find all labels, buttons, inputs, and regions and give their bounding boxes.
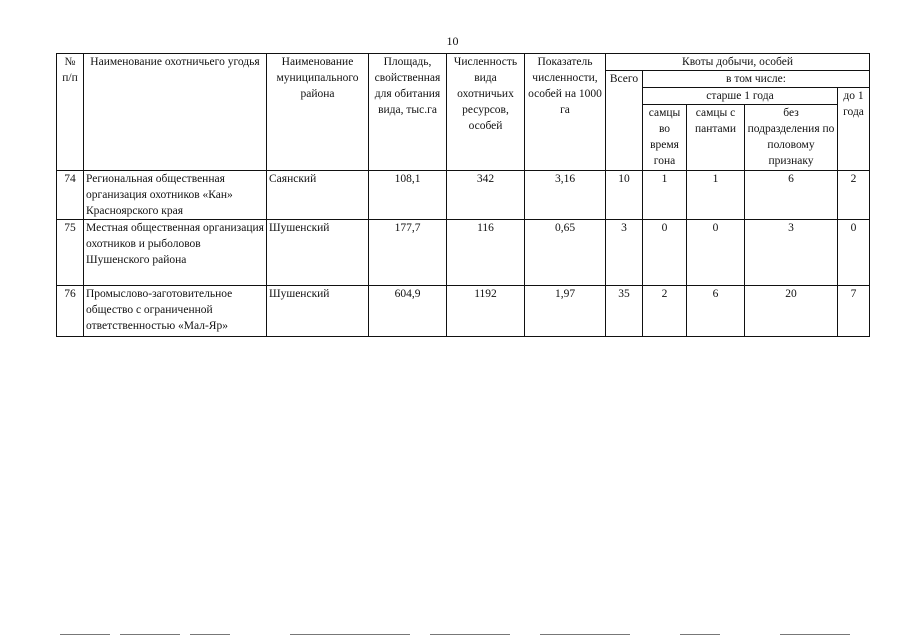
row-district: Шушенский (267, 220, 369, 286)
header-quotas: Квоты добычи, особей (606, 54, 870, 71)
quota-table (56, 53, 870, 337)
scan-line (120, 634, 180, 635)
row-under-1y: 2 (838, 171, 870, 220)
header-no-sex-division: без подразделения по половому признаку (745, 105, 838, 171)
header-population: Численность вида охотничьих ресурсов, особей (447, 54, 525, 171)
scan-line (430, 634, 510, 635)
row-males-rut: 0 (643, 220, 687, 286)
row-density: 0,65 (525, 220, 606, 286)
header-older-1y: старше 1 года (643, 88, 838, 105)
header-density: Показатель численности, особей на 1000 га (525, 54, 606, 171)
scan-line (60, 634, 110, 635)
row-num: 74 (57, 171, 84, 220)
row-population: 342 (447, 171, 525, 220)
row-population: 1192 (447, 286, 525, 337)
row-total: 35 (606, 286, 643, 337)
row-population: 116 (447, 220, 525, 286)
row-district: Шушенский (267, 286, 369, 337)
row-males-antlers: 6 (687, 286, 745, 337)
row-total: 3 (606, 220, 643, 286)
row-no-sex: 3 (745, 220, 838, 286)
header-num: № п/п (57, 54, 84, 171)
row-district: Саянский (267, 171, 369, 220)
header-row (57, 54, 870, 71)
row-name: Местная общественная организация охотников и рыболовов Шушенского района (84, 220, 267, 286)
header-under-1y: до 1 года (838, 88, 870, 171)
scan-line (680, 634, 720, 635)
table-row (57, 171, 870, 220)
row-name: Промыслово-заготовительное общество с ограниченной ответственностью «Мал-Яр» (84, 286, 267, 337)
row-density: 3,16 (525, 171, 606, 220)
row-males-antlers: 1 (687, 171, 745, 220)
row-under-1y: 7 (838, 286, 870, 337)
row-males-rut: 1 (643, 171, 687, 220)
scan-line (780, 634, 850, 635)
scan-line (540, 634, 630, 635)
row-no-sex: 20 (745, 286, 838, 337)
header-municipal-district: Наименование муниципального района (267, 54, 369, 171)
page-number: 10 (446, 34, 459, 48)
row-total: 10 (606, 171, 643, 220)
row-density: 1,97 (525, 286, 606, 337)
scan-line (190, 634, 230, 635)
table-row (57, 286, 870, 337)
scan-line (290, 634, 410, 635)
header-area: Площадь, свойственная для обитания вида, тыс.га (369, 54, 447, 171)
row-under-1y: 0 (838, 220, 870, 286)
row-name: Региональная общественная организация охотников «Кан» Красноярского края (84, 171, 267, 220)
row-males-rut: 2 (643, 286, 687, 337)
row-area: 604,9 (369, 286, 447, 337)
header-total: Всего (606, 71, 643, 171)
table-row (57, 220, 870, 286)
row-area: 108,1 (369, 171, 447, 220)
header-males-rut: самцы во время гона (643, 105, 687, 171)
row-no-sex: 6 (745, 171, 838, 220)
row-area: 177,7 (369, 220, 447, 286)
scan-artifact-lines (0, 630, 905, 640)
header-including: в том числе: (643, 71, 870, 88)
row-num: 76 (57, 286, 84, 337)
header-males-antlers: самцы с пантами (687, 105, 745, 171)
row-males-antlers: 0 (687, 220, 745, 286)
header-hunting-ground: Наименование охотничьего угодья (84, 54, 267, 171)
row-num: 75 (57, 220, 84, 286)
